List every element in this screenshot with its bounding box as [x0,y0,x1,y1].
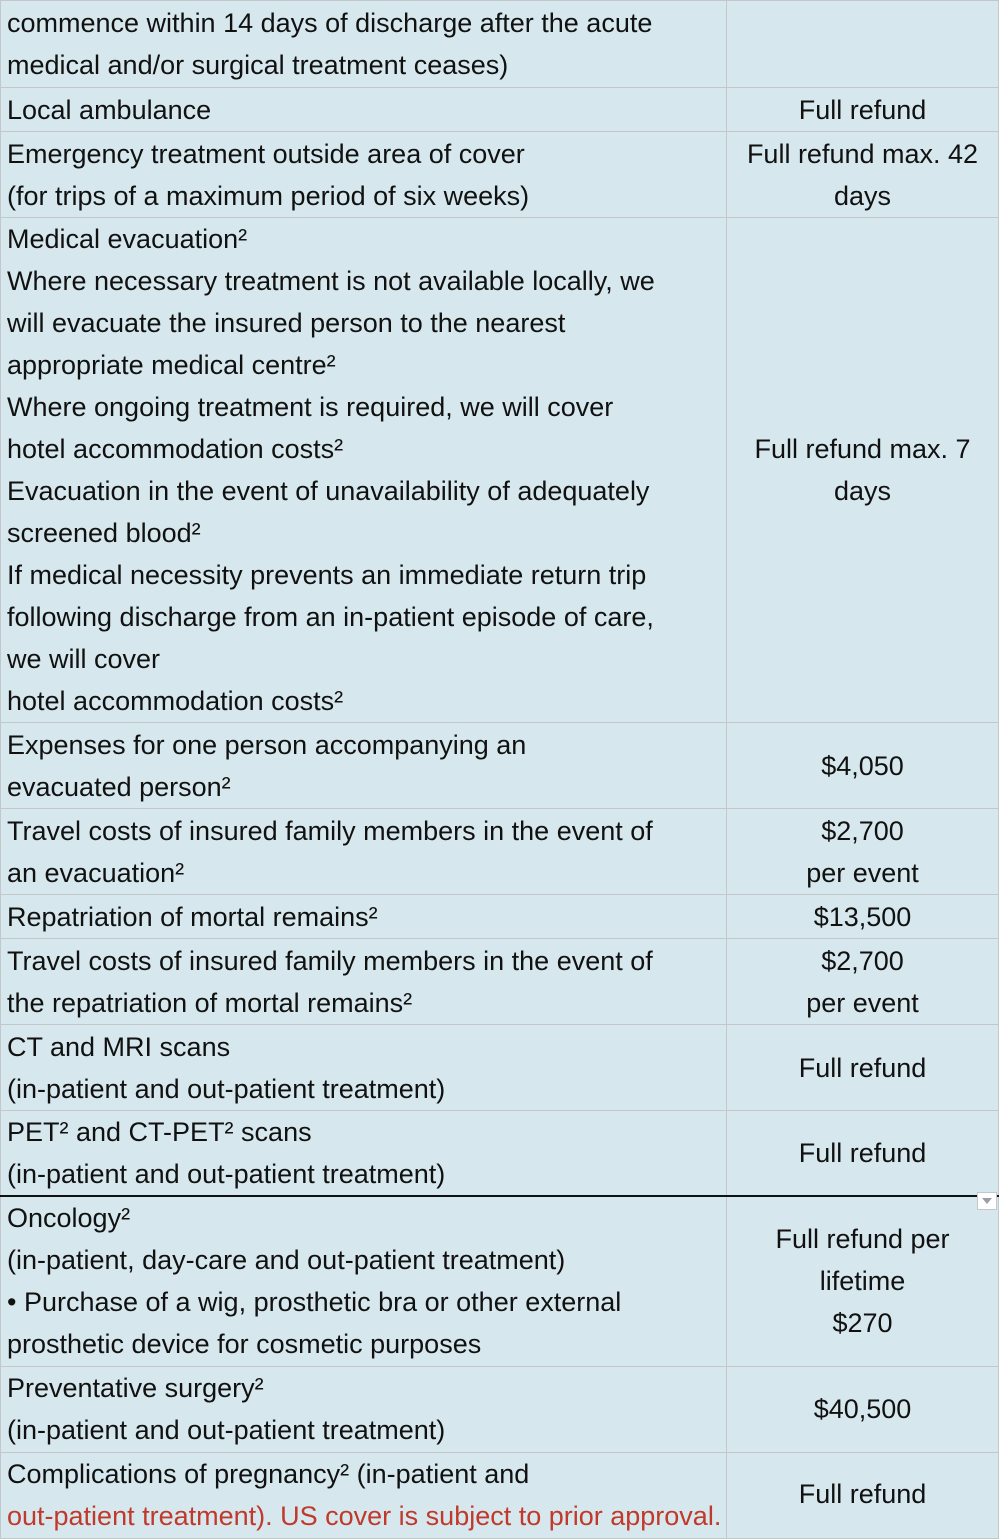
value-line: $40,500 [813,1394,912,1424]
description-line: CT and MRI scans [7,1031,231,1062]
benefit-description-cell[interactable] [1,1111,727,1197]
value-line: Full refund max. 42 [746,138,979,169]
benefit-description-cell[interactable] [1,1196,727,1366]
benefit-value-cell[interactable] [727,132,999,218]
description-line: evacuated person² [7,771,231,802]
benefit-description-cell[interactable] [1,218,727,723]
description-line: commence within 14 days of discharge after the acute [7,8,653,38]
description-line: Evacuation in the event of unavailability of adequately [7,476,650,506]
benefit-value-cell[interactable] [727,218,999,723]
value-line: Full refund [798,1052,927,1083]
table-row [1,88,999,132]
description-line: hotel accommodation costs² [7,686,344,716]
description-line: medical and/or surgical treatment ceases) [7,50,509,80]
value-line: per event [806,857,919,888]
benefit-value-cell[interactable] [727,1452,999,1538]
description-line: out-patient treatment). US cover is subject to prior approval. [7,1500,722,1531]
benefit-description-cell[interactable] [1,1452,727,1538]
description-line: Medical evacuation² [7,224,248,254]
table-row [1,809,999,895]
description-line: Repatriation of mortal remains² [7,901,378,932]
benefit-description-cell[interactable] [1,939,727,1025]
value-line: Full refund max. 7 [754,434,971,464]
description-line: hotel accommodation costs² [7,434,344,464]
description-line: following discharge from an in-patient episode of care, [7,602,654,632]
value-line: per event [806,987,919,1018]
description-line: Preventative surgery² [7,1373,264,1403]
description-line: the repatriation of mortal remains² [7,987,413,1018]
description-line: • Purchase of a wig, prosthetic bra or other external [7,1287,622,1318]
benefit-description-cell[interactable] [1,809,727,895]
table-row [1,1366,999,1452]
table-row [1,1,999,88]
benefit-value-cell[interactable] [727,1366,999,1452]
table-row [1,723,999,809]
cell-dropdown-icon[interactable] [977,1192,997,1210]
benefit-value-cell[interactable] [727,809,999,895]
benefit-description-cell[interactable] [1,1,727,88]
benefit-value-cell[interactable] [727,1111,999,1197]
description-line: Local ambulance [7,94,212,125]
value-line: $2,700 [821,945,904,976]
benefit-description-cell[interactable] [1,132,727,218]
table-row [1,939,999,1025]
value-line: days [833,476,892,506]
description-line: (in-patient and out-patient treatment) [7,1159,446,1189]
value-line: Full refund [798,94,927,125]
benefit-description-cell[interactable] [1,88,727,132]
benefit-value-cell[interactable] [727,723,999,809]
description-line: If medical necessity prevents an immediate return trip [7,560,647,590]
description-line: Travel costs of insured family members in the event of [7,815,653,846]
benefit-value-cell[interactable] [727,88,999,132]
benefit-value-cell[interactable] [727,939,999,1025]
value-line: $2,700 [821,815,904,846]
table-row [1,218,999,723]
table-row [1,1452,999,1538]
description-line: we will cover [7,644,161,674]
description-line: Where necessary treatment is not available locally, we [7,266,655,296]
table-row [1,1196,999,1366]
benefit-description-cell[interactable] [1,1025,727,1111]
description-line: Complications of pregnancy² (in-patient and [7,1458,530,1489]
description-line: (for trips of a maximum period of six weeks) [7,180,530,211]
benefit-description-cell[interactable] [1,1366,727,1452]
value-line: Full refund [798,1138,927,1168]
description-line: (in-patient, day-care and out-patient treatment) [7,1245,566,1276]
description-line: prosthetic device for cosmetic purposes [7,1329,482,1360]
description-line: Expenses for one person accompanying an [7,729,527,760]
description-line: (in-patient and out-patient treatment) [7,1415,446,1445]
description-line: Oncology² [7,1203,131,1234]
benefit-description-cell[interactable] [1,895,727,939]
description-line: Travel costs of insured family members in the event of [7,945,653,976]
description-line: will evacuate the insured person to the nearest [7,308,566,338]
benefit-value-cell[interactable] [727,1,999,88]
benefit-value-cell[interactable] [727,895,999,939]
value-line: Full refund per [775,1224,950,1255]
benefit-description-cell[interactable] [1,723,727,809]
benefit-value-cell[interactable] [727,1025,999,1111]
description-line: an evacuation² [7,857,185,888]
description-line: Emergency treatment outside area of cover [7,138,525,169]
value-line: $4,050 [821,750,904,781]
table-row [1,1111,999,1197]
table-row [1,132,999,218]
description-line: (in-patient and out-patient treatment) [7,1073,446,1104]
description-line: PET² and CT-PET² scans [7,1117,312,1147]
table-row [1,895,999,939]
value-line: days [833,180,892,211]
value-line: lifetime [819,1266,906,1297]
benefit-value-cell[interactable] [727,1196,999,1366]
description-line: Where ongoing treatment is required, we will cover [7,392,614,422]
value-line: Full refund [798,1478,927,1509]
value-line: $270 [832,1308,893,1339]
description-line: screened blood² [7,518,201,548]
value-line: $13,500 [813,901,912,932]
description-line: appropriate medical centre² [7,350,336,380]
table-row [1,1025,999,1111]
